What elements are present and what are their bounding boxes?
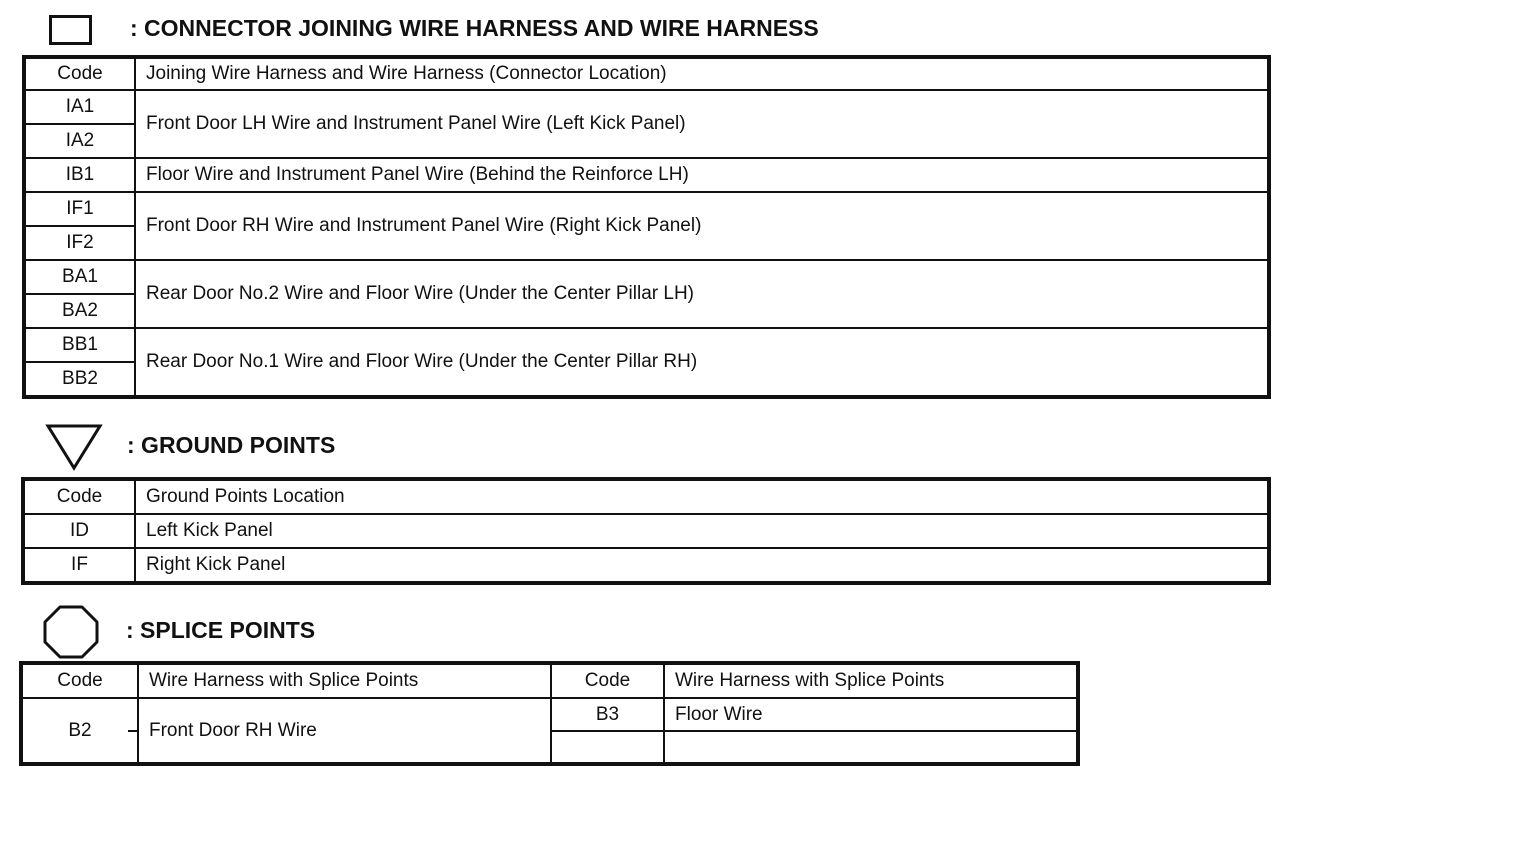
connector-code: IA1 bbox=[25, 90, 135, 124]
header-location: Ground Points Location bbox=[135, 480, 1268, 514]
ground-location: Left Kick Panel bbox=[135, 514, 1268, 548]
header-code-right: Code bbox=[551, 664, 664, 698]
splice-harness: Floor Wire bbox=[664, 698, 1077, 731]
splice-table bbox=[21, 663, 1078, 764]
octagon-symbol-icon bbox=[42, 604, 100, 660]
table-row bbox=[25, 328, 1268, 362]
header-code-left: Code bbox=[22, 664, 138, 698]
connector-code: IF1 bbox=[25, 192, 135, 226]
connector-location: Rear Door No.1 Wire and Floor Wire (Under the Center Pillar RH) bbox=[135, 328, 1268, 396]
splice-code: B2 bbox=[22, 698, 138, 763]
splice-harness: Front Door RH Wire bbox=[138, 698, 551, 763]
ground-code: ID bbox=[24, 514, 135, 548]
table-row bbox=[24, 548, 1268, 582]
ground-code: IF bbox=[24, 548, 135, 582]
table-row bbox=[24, 514, 1268, 548]
splice-code bbox=[551, 731, 664, 763]
splice-harness bbox=[664, 731, 1077, 763]
connector-code: IF2 bbox=[25, 226, 135, 260]
connector-section-title: : CONNECTOR JOINING WIRE HARNESS AND WIRE HARNESS bbox=[130, 15, 819, 41]
header-harness-right: Wire Harness with Splice Points bbox=[664, 664, 1077, 698]
connector-code: BA2 bbox=[25, 294, 135, 328]
triangle-down-symbol-icon bbox=[44, 422, 104, 472]
square-symbol-icon bbox=[49, 15, 92, 45]
connector-code: BA1 bbox=[25, 260, 135, 294]
splice-section-title: : SPLICE POINTS bbox=[126, 617, 316, 643]
connector-code: BB1 bbox=[25, 328, 135, 362]
connector-code: IB1 bbox=[25, 158, 135, 192]
table-row bbox=[25, 158, 1268, 192]
connector-code: IA2 bbox=[25, 124, 135, 158]
table-row bbox=[25, 90, 1268, 124]
splice-tick-mark bbox=[128, 730, 137, 732]
connector-table bbox=[24, 57, 1269, 397]
header-location: Joining Wire Harness and Wire Harness (Connector Location) bbox=[135, 58, 1268, 90]
table-row bbox=[25, 192, 1268, 226]
header-code: Code bbox=[24, 480, 135, 514]
table-header-row bbox=[22, 664, 1077, 698]
connector-location: Front Door LH Wire and Instrument Panel Wire (Left Kick Panel) bbox=[135, 90, 1268, 158]
header-code: Code bbox=[25, 58, 135, 90]
table-header-row bbox=[24, 480, 1268, 514]
splice-code: B3 bbox=[551, 698, 664, 731]
table-header-row bbox=[25, 58, 1268, 90]
ground-section-title: : GROUND POINTS bbox=[127, 432, 336, 458]
table-row bbox=[25, 260, 1268, 294]
header-harness-left: Wire Harness with Splice Points bbox=[138, 664, 551, 698]
table-row bbox=[22, 698, 1077, 731]
connector-location: Rear Door No.2 Wire and Floor Wire (Under the Center Pillar LH) bbox=[135, 260, 1268, 328]
ground-table bbox=[23, 479, 1269, 583]
ground-location: Right Kick Panel bbox=[135, 548, 1268, 582]
connector-location: Front Door RH Wire and Instrument Panel Wire (Right Kick Panel) bbox=[135, 192, 1268, 260]
connector-code: BB2 bbox=[25, 362, 135, 396]
connector-location: Floor Wire and Instrument Panel Wire (Behind the Reinforce LH) bbox=[135, 158, 1268, 192]
